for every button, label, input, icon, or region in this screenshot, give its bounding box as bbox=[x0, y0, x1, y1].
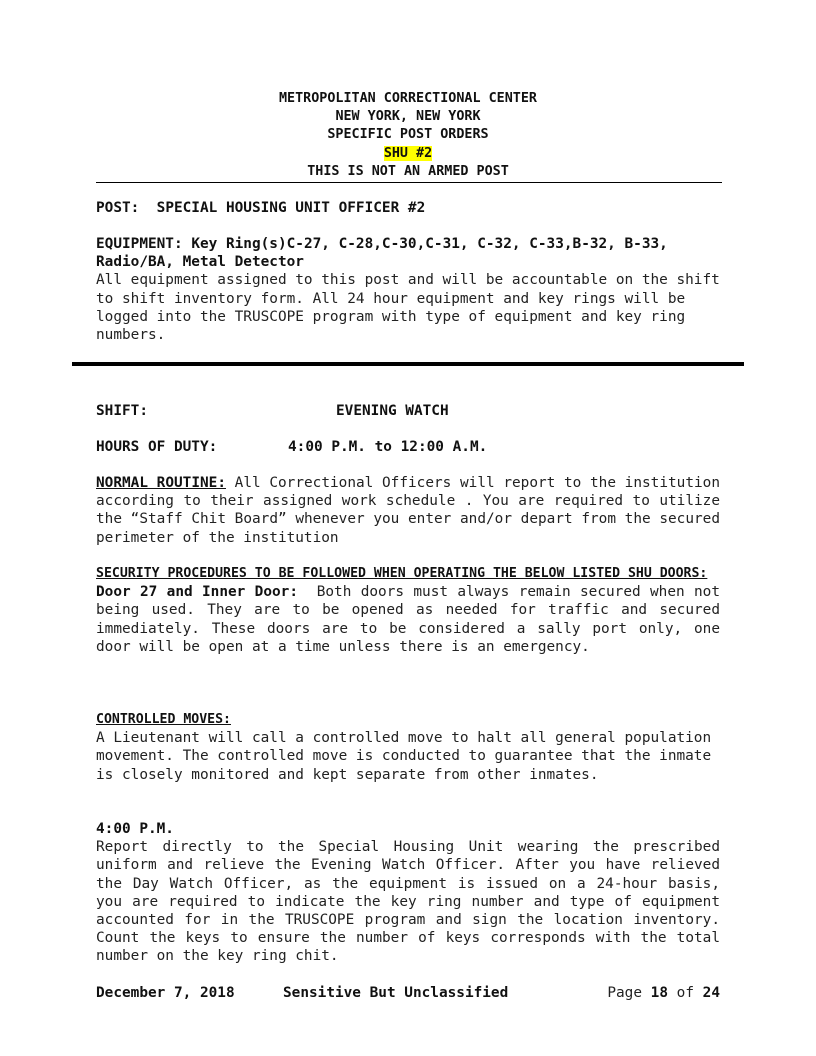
footer-page-total: 24 bbox=[702, 985, 720, 1001]
security-heading: SECURITY PROCEDURES TO BE FOLLOWED WHEN OPERATING THE BELOW LISTED SHU DOORS: bbox=[96, 566, 708, 581]
hours-label: HOURS OF DUTY: bbox=[96, 439, 218, 455]
normal-routine-section bbox=[96, 474, 720, 547]
time-4pm-section bbox=[96, 820, 720, 966]
document-header bbox=[96, 90, 720, 181]
shift-value: EVENING WATCH bbox=[336, 403, 449, 419]
equipment-value: Key Ring(s)C-27, C-28,C-30,C-31, C-32, C-33,B-32, B-33, Radio/BA, Metal Detector bbox=[96, 236, 668, 271]
security-text: Both doors must always remain secured when not being used. They are to be opened as needed for traffic and secured immediately. These doors are to be considered a sally port only, one door will be open at a time unless there is an emergency. bbox=[96, 584, 721, 655]
hours-row bbox=[96, 438, 720, 456]
footer-page-number bbox=[607, 984, 720, 1002]
section-divider bbox=[72, 362, 744, 366]
footer-page-current: 18 bbox=[650, 985, 668, 1001]
footer-page-word: Page bbox=[607, 985, 642, 1001]
shift-row bbox=[96, 402, 720, 420]
page-footer bbox=[96, 984, 720, 1004]
footer-date: December 7, 2018 bbox=[96, 985, 235, 1001]
time-4pm-text: Report directly to the Special Housing Unit wearing the prescribed uniform and relieve the Evening Watch Officer. After you have relieved the Day Watch Officer, as the equipment is issued on a 24-hour basis, you are required to indicate the key ring number and type of equipment accounted for in the TRUSCOPE program and sign the location inventory. Count the keys to ensure the number of keys corresponds with the total number on the key ring chit. bbox=[96, 839, 720, 965]
footer-classification: Sensitive But Unclassified bbox=[283, 985, 509, 1001]
equipment-label: EQUIPMENT: bbox=[96, 236, 183, 252]
hours-value: 4:00 P.M. to 12:00 A.M. bbox=[288, 439, 488, 455]
normal-routine-label: NORMAL ROUTINE: bbox=[96, 475, 226, 491]
header-line-1: METROPOLITAN CORRECTIONAL CENTER bbox=[279, 91, 537, 106]
equipment-section bbox=[96, 235, 720, 344]
controlled-moves-section bbox=[96, 711, 720, 784]
post-section bbox=[96, 199, 720, 217]
controlled-moves-text: A Lieutenant will call a controlled move to halt all general population movement. The controlled move is conducted to guarantee that the inmate is closely monitored and kept separate from other inmates. bbox=[96, 730, 712, 783]
header-line-3: SPECIFIC POST ORDERS bbox=[327, 127, 489, 143]
footer-of-word: of bbox=[676, 985, 694, 1001]
security-section bbox=[96, 565, 720, 656]
normal-routine-text: All Correctional Officers will report to the institution according to their assigned work schedule . You are required to utilize the “Staff Chit Board” whenever you enter and/or depart from the secured perimeter of the institution bbox=[96, 475, 720, 546]
shift-label: SHIFT: bbox=[96, 403, 148, 419]
equipment-text: All equipment assigned to this post and will be accountable on the shift to shift inventory form. All 24 hour equipment and key rings will be logged into the TRUSCOPE program with type of equipment and key ring numbers. bbox=[96, 272, 720, 344]
security-door-label: Door 27 and Inner Door: bbox=[96, 584, 298, 601]
post-value: SPECIAL HOUSING UNIT OFFICER #2 bbox=[156, 200, 426, 216]
header-divider bbox=[96, 182, 722, 183]
header-line-5: THIS IS NOT AN ARMED POST bbox=[307, 163, 509, 179]
time-4pm-heading: 4:00 P.M. bbox=[96, 821, 174, 837]
header-post-name-highlight: SHU #2 bbox=[383, 145, 433, 161]
post-label: POST: bbox=[96, 200, 140, 216]
header-line-2: NEW YORK, NEW YORK bbox=[335, 109, 481, 125]
controlled-moves-heading: CONTROLLED MOVES: bbox=[96, 712, 231, 727]
